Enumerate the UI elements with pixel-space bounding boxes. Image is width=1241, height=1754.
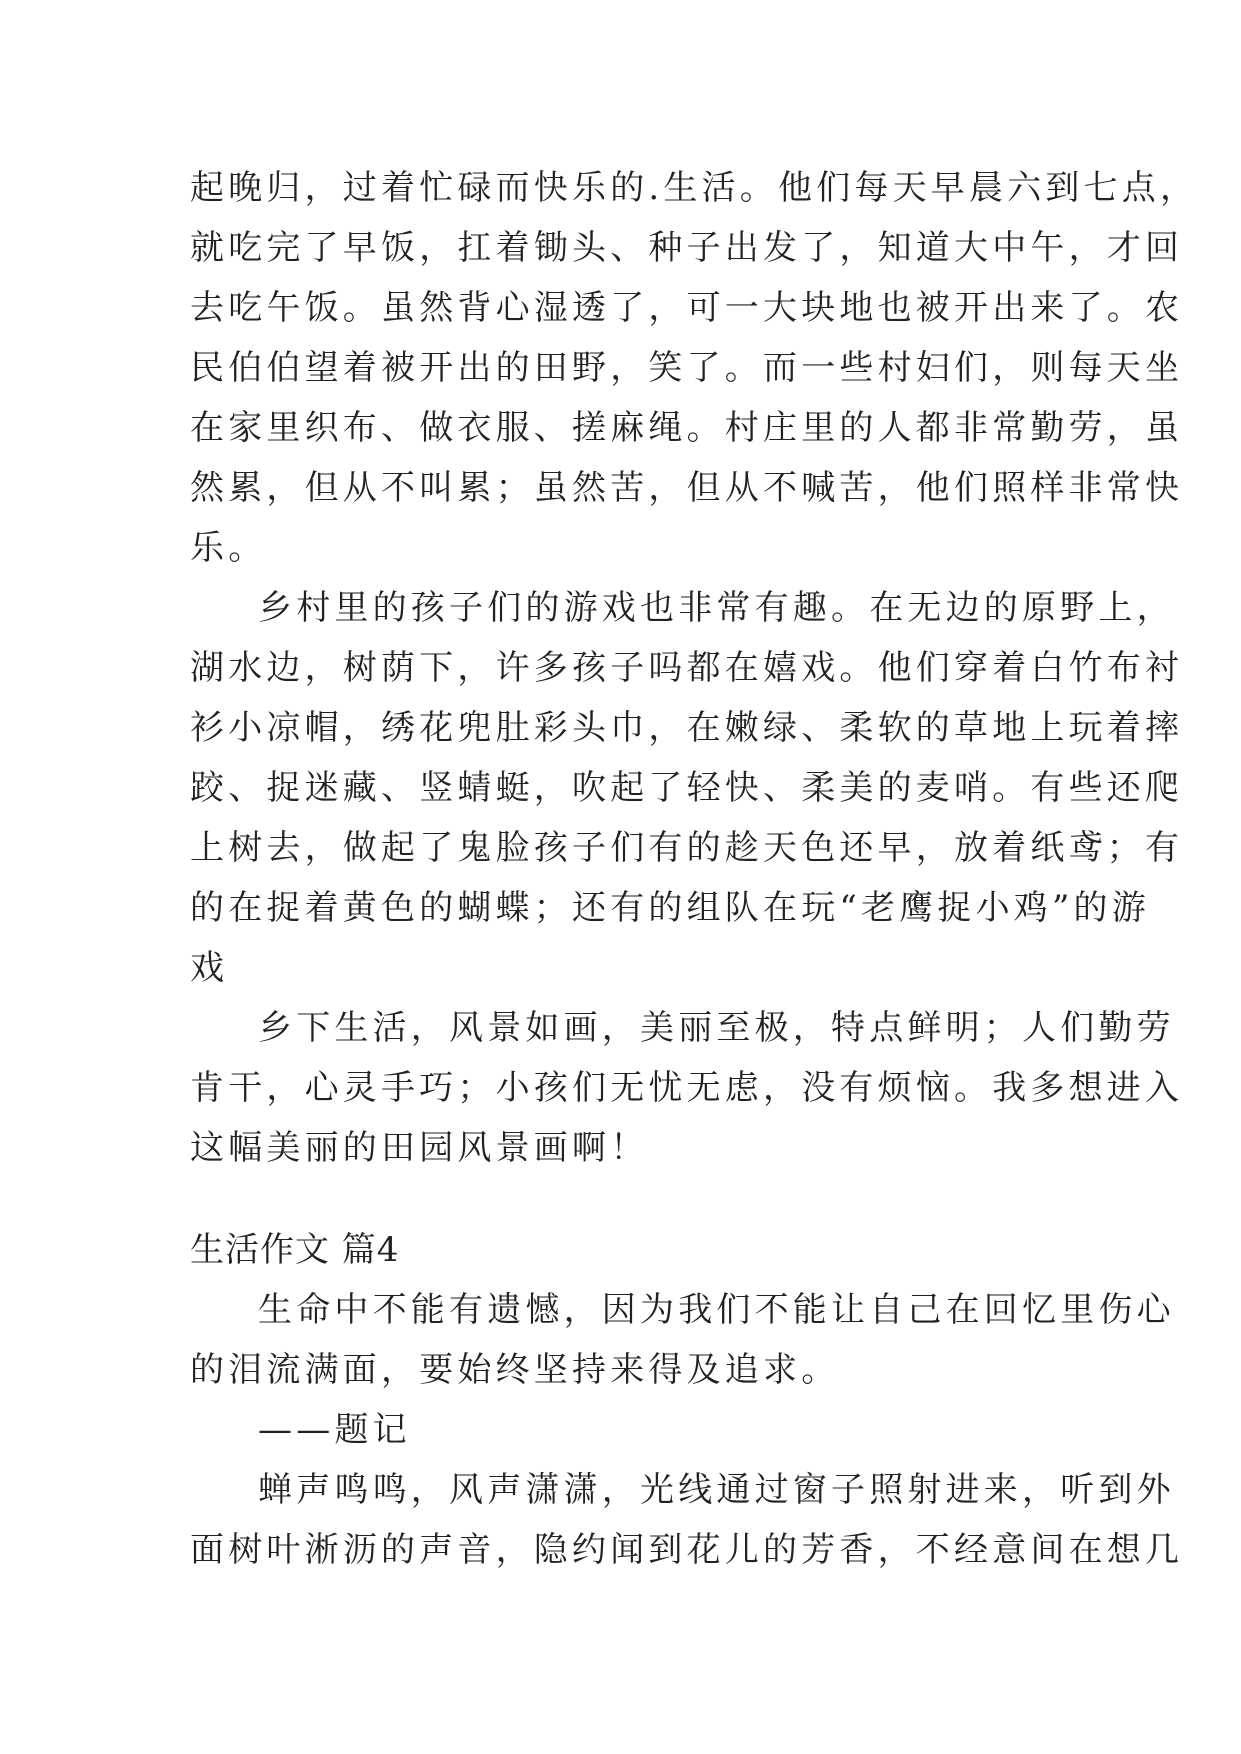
paragraph-line: 的在捉着黄色的蝴蝶；还有的组队在玩“老鹰捉小鸡”的游 xyxy=(190,888,1150,928)
paragraph-line: 戏 xyxy=(190,948,229,988)
paragraph-line: 然累，但从不叫累；虽然苦，但从不喊苦，他们照样非常快 xyxy=(190,468,1184,508)
paragraph-line: 上树去，做起了鬼脸孩子们有的趁天色还早，放着纸鸢；有 xyxy=(190,828,1184,868)
section-title: 生活作文 篇4 xyxy=(190,1230,400,1270)
paragraph-line: 的泪流满面，要始终坚持来得及追求。 xyxy=(190,1350,840,1390)
paragraph-line: 乡村里的孩子们的游戏也非常有趣。在无边的原野上， xyxy=(258,588,1175,628)
epigraph: ——题记 xyxy=(258,1410,411,1450)
paragraph-line: 去吃午饭。虽然背心湿透了，可一大块地也被开出来了。农 xyxy=(190,288,1184,328)
paragraph-line: 湖水边，树荫下，许多孩子吗都在嬉戏。他们穿着白竹布衬 xyxy=(190,648,1184,688)
paragraph-line: 生命中不能有遗憾，因为我们不能让自己在回忆里伤心 xyxy=(258,1290,1175,1330)
paragraph-line: 乡下生活，风景如画，美丽至极，特点鲜明；人们勤劳 xyxy=(258,1008,1175,1048)
paragraph-line: 就吃完了早饭，扛着锄头、种子出发了，知道大中午，才回 xyxy=(190,228,1184,268)
paragraph-line: 在家里织布、做衣服、搓麻绳。村庄里的人都非常勤劳，虽 xyxy=(190,408,1184,448)
paragraph-line: 这幅美丽的田园风景画啊！ xyxy=(190,1128,649,1168)
paragraph-line: 跤、捉迷藏、竖蜻蜓，吹起了轻快、柔美的麦哨。有些还爬 xyxy=(190,768,1184,808)
paragraph-line: 乐。 xyxy=(190,528,267,568)
paragraph-line: 起晚归，过着忙碌而快乐的.生活。他们每天早晨六到七点， xyxy=(190,168,1199,208)
paragraph-line: 肯干，心灵手巧；小孩们无忧无虑，没有烦恼。我多想进入 xyxy=(190,1068,1184,1108)
paragraph-line: 民伯伯望着被开出的田野，笑了。而一些村妇们，则每天坐 xyxy=(190,348,1184,388)
paragraph-line: 面树叶淅沥的声音，隐约闻到花儿的芳香，不经意间在想几 xyxy=(190,1530,1184,1570)
paragraph-line: 衫小凉帽，绣花兜肚彩头巾，在嫩绿、柔软的草地上玩着摔 xyxy=(190,708,1184,748)
paragraph-line: 蝉声鸣鸣，风声潇潇，光线通过窗子照射进来，听到外 xyxy=(258,1470,1175,1510)
